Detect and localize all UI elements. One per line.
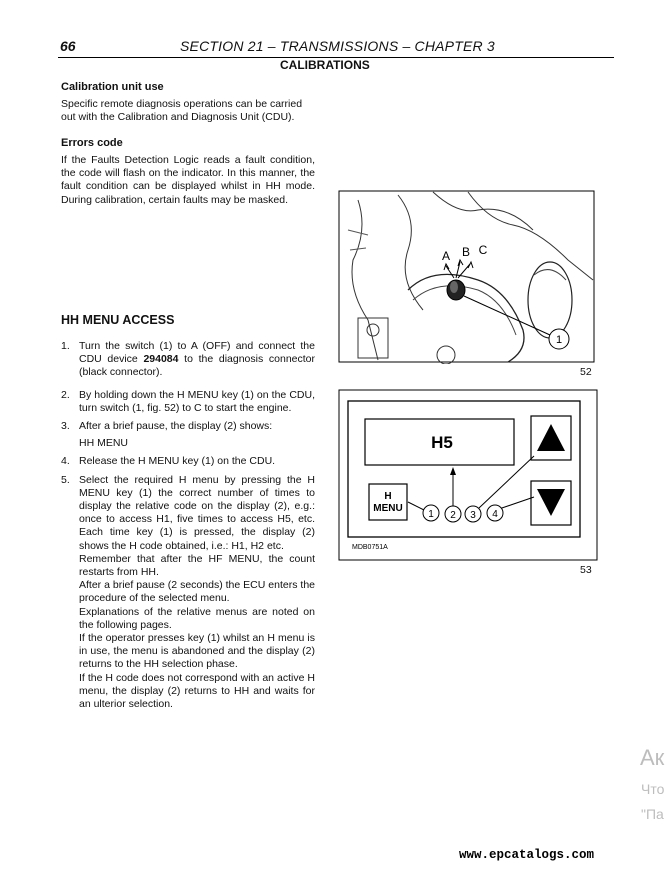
figure-52-illustration [338,190,598,364]
watermark-line-2: Что [641,781,665,797]
figure-53-cdu-diagram [338,389,599,561]
errors-code-text: If the Faults Detection Logic reads a fault condition, the code will flash on the indicator. In this manner, the fault condition can be displayed whilst in HH mode. During calibration, certain faults may be masked. [61,154,315,206]
step-5-para: If the operator presses key (1) whilst an H menu is in use, the menu is abandoned and the display (2) returns to the HH selection phase. [79,632,315,671]
key-label-h: H [384,491,392,502]
step-text: By holding down the H MENU key (1) on the CDU, turn switch (1, fig. 52) to C to start the engine. [79,388,315,414]
device-code: 294084 [143,353,179,366]
calibration-unit-text: Specific remote diagnosis operations can be carried out with the Calibration and Diagnosis Unit (CDU). [61,98,303,124]
section-title: SECTION 21 – TRANSMISSIONS – CHAPTER 3 [180,38,495,54]
callout-1: 1 [555,334,563,346]
chapter-subtitle: CALIBRATIONS [280,58,370,72]
step-number: 3. [61,420,70,433]
step-1 [61,340,315,380]
step-5 [61,474,315,712]
step-text: Release the H MENU key (1) on the CDU. [79,455,276,468]
callout-3: 3 [470,510,476,521]
step-2 [61,389,315,415]
step-5-para: Remember that after the HF MENU, the count restarts from HH. [79,552,315,579]
calibration-unit-heading: Calibration unit use [61,81,164,93]
switch-label-c: C [478,243,488,257]
step-number: 5. [61,473,70,486]
step-4 [61,455,315,468]
step-text: to the diagnosis connector (black connector). [79,353,316,379]
footer-url: www.epcatalogs.com [459,848,595,862]
step-number: 2. [61,388,70,401]
callout-4: 4 [492,509,498,520]
figure-code: MDB0751A [352,544,388,551]
switch-label-b: B [461,245,471,259]
watermark-line-3: "Па [641,806,664,822]
step-5-para: Explanations of the relative menus are noted on the following pages. [79,605,315,631]
step-5-para: After a brief pause (2 seconds) the ECU enters the procedure of the selected menu. [79,579,315,605]
errors-code-section [61,137,315,207]
figure-52-number: 52 [580,366,592,378]
hh-menu-heading: HH MENU ACCESS [61,313,175,327]
step-text: After a brief pause, the display (2) shows: [79,420,273,433]
step-number: 4. [61,455,70,468]
step-number: 1. [61,340,70,352]
calibration-unit-section [61,81,315,124]
hh-menu-steps [61,340,315,711]
step-text: Select the required H menu by pressing the H MENU key (1) the correct number of times to display the relative code on the display (2), e.g.: once to access H1, five times to access H5, etc. Each time key (1) is pressed, the display (2) shows the H code obtained, i.e.: H1, H2 etc. [79,473,315,552]
key-label-menu: MENU [373,503,403,514]
display-value: H5 [431,433,453,452]
step-5-para: If the H code does not correspond with an active H menu, the display (2) returns to HH and waits for an ulterior selection. [79,671,315,711]
errors-code-heading: Errors code [61,137,123,149]
step-3 [61,420,315,450]
callout-2: 2 [450,510,456,521]
figure-53-number: 53 [580,564,592,576]
display-hh-menu: HH MENU [79,437,128,450]
step-text: Turn the switch (1) to A (OFF) and connect the CDU device [79,340,315,366]
watermark-line-1: Ак [640,745,665,770]
page-number: 66 [60,38,76,54]
switch-label-a: A [441,249,451,263]
callout-1: 1 [428,509,434,520]
